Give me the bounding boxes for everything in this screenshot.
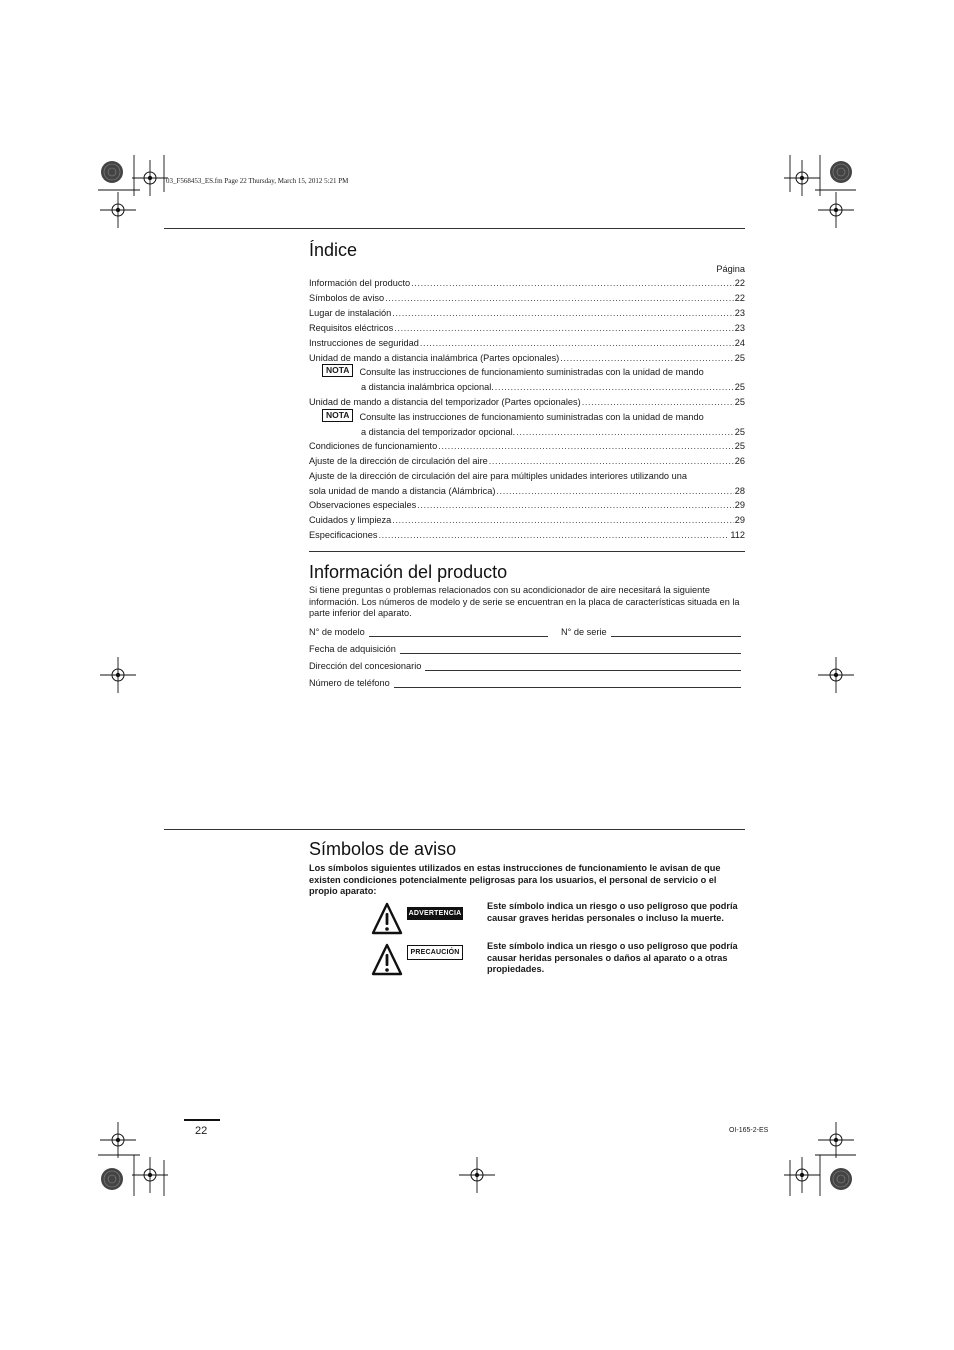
- toc-note: NOTA Consulte las instrucciones de funcionamiento suministradas con la unidad de mando: [322, 363, 745, 377]
- model-field[interactable]: [309, 623, 548, 637]
- toc-entry[interactable]: Condiciones de funcionamiento ..... 25: [309, 437, 745, 451]
- file-info: 03_F568453_ES.fm Page 22 Thursday, March 15, 2012 5:21 PM: [166, 177, 349, 185]
- toc-page-header: Página: [716, 264, 745, 274]
- product-info-title: Información del producto: [309, 562, 508, 582]
- toc-entry[interactable]: Unidad de mando a distancia inalámbrica (Partes opcionales) ..... 25: [309, 349, 745, 363]
- toc-note-entry[interactable]: a distancia del temporizador opcional. ..... 25: [361, 423, 745, 437]
- phone-label: Número de teléfono: [309, 678, 390, 688]
- nota-badge: NOTA: [322, 364, 353, 377]
- header-rule: [164, 228, 745, 229]
- toc-multi-entry-line1[interactable]: Ajuste de la dirección de circulación del aire para múltiples unidades interiores utilizando una: [309, 471, 687, 481]
- toc-entry[interactable]: Requisitos eléctricos ..... 23: [309, 319, 745, 333]
- serial-label: N° de serie: [561, 627, 607, 637]
- phone-field[interactable]: [309, 674, 741, 688]
- precaucion-text: Este símbolo indica un riesgo o uso peligroso que podría causar heridas personales o daños al aparato o a otras propiedades.: [487, 941, 738, 974]
- footer-rule: [184, 1119, 220, 1121]
- table-of-contents: [309, 274, 745, 540]
- serial-field[interactable]: [561, 623, 741, 637]
- warning-symbols-title: Símbolos de aviso: [309, 839, 457, 859]
- product-info-intro: Si tiene preguntas o problemas relacionados con su acondicionador de aire necesitará la siguiente información. Los números de modelo y de serie se encuentran en la placa de características situada en la parte inferior del aparato.: [309, 585, 740, 618]
- purchase-date-field[interactable]: [309, 640, 741, 654]
- toc-entry[interactable]: Observaciones especiales ..... 29: [309, 496, 745, 510]
- toc-entry[interactable]: Símbolos de aviso ..... 22: [309, 289, 745, 303]
- model-label: N° de modelo: [309, 627, 365, 637]
- caution-triangle-icon: [371, 943, 403, 976]
- toc-entry[interactable]: Ajuste de la dirección de circulación del aire ..... 26: [309, 452, 745, 466]
- toc-title: Índice: [309, 240, 358, 260]
- toc-entry[interactable]: Unidad de mando a distancia del temporizador (Partes opcionales) ..... 25: [309, 393, 745, 407]
- warning-symbols-intro: Los símbolos siguientes utilizados en estas instrucciones de funcionamiento le avisan de que existen condiciones potencialmente peligrosas para los usuarios, el personal de servicio o el propio aparato:: [309, 863, 721, 896]
- toc-entry[interactable]: Especificaciones ..... 112: [309, 526, 745, 540]
- toc-note: NOTA Consulte las instrucciones de funcionamiento suministradas con la unidad de mando: [322, 408, 745, 422]
- dealer-address-label: Dirección del concesionario: [309, 661, 422, 671]
- toc-entry[interactable]: Lugar de instalación ..... 23: [309, 304, 745, 318]
- page-number: 22: [195, 1125, 208, 1137]
- toc-entry[interactable]: Información del producto ..... 22: [309, 274, 745, 288]
- warning-triangle-icon: [371, 902, 403, 935]
- toc-entry[interactable]: Cuidados y limpieza ..... 29: [309, 511, 745, 525]
- toc-entry[interactable]: Instrucciones de seguridad ..... 24: [309, 334, 745, 348]
- precaucion-label: PRECAUCIÓN: [407, 945, 463, 960]
- nota-badge: NOTA: [322, 409, 353, 422]
- document-code: OI-165-2-ES: [729, 1127, 769, 1134]
- mid-rule: [164, 829, 745, 830]
- toc-multi-entry-line2[interactable]: sola unidad de mando a distancia (Alámbrica) ..... 28: [309, 482, 745, 496]
- section-rule: [309, 551, 745, 552]
- advertencia-label: ADVERTENCIA: [407, 907, 463, 920]
- purchase-date-label: Fecha de adquisición: [309, 644, 396, 654]
- advertencia-text: Este símbolo indica un riesgo o uso peligroso que podría causar graves heridas personales o incluso la muerte.: [487, 901, 738, 923]
- dealer-address-field[interactable]: [309, 657, 741, 671]
- toc-note-entry[interactable]: a distancia inalámbrica opcional. ..... 25: [361, 378, 745, 392]
